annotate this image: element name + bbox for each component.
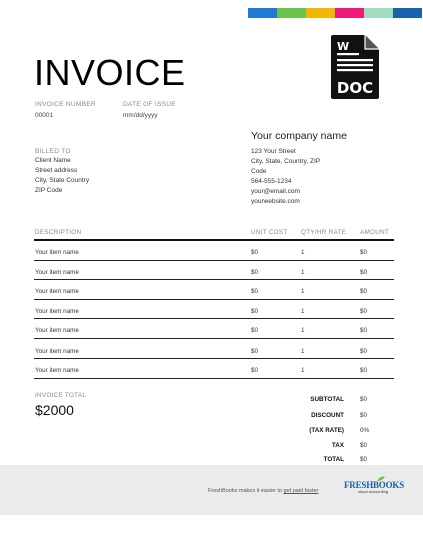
item-unit-cost: $0 — [251, 307, 259, 315]
item-amount: $0 — [360, 249, 368, 256]
freshbooks-logo-sub: cloud accounting — [358, 489, 389, 494]
color-swatch-green — [277, 8, 306, 18]
company-website: yourwebsite.com — [251, 198, 300, 205]
item-unit-cost: $0 — [251, 327, 259, 334]
subtotal-label: SUBTOTAL — [310, 396, 344, 403]
brand-color-bar — [248, 8, 422, 18]
item-amount: $0 — [360, 268, 368, 276]
item-description: Your item name — [35, 249, 79, 256]
item-unit-cost: $0 — [251, 249, 259, 256]
table-row[interactable] — [34, 319, 394, 339]
item-qty: 1 — [301, 327, 305, 334]
company-city: City, State, Country, ZIP — [251, 158, 321, 165]
leaf-icon — [376, 476, 386, 482]
total-value: $0 — [360, 456, 368, 463]
item-qty: 1 — [301, 249, 305, 256]
item-amount: $0 — [360, 367, 368, 374]
item-description: Your item name — [35, 347, 79, 355]
item-description: Your item name — [35, 327, 79, 334]
item-qty: 1 — [301, 367, 305, 374]
tax-value: $0 — [360, 442, 368, 449]
item-amount: $0 — [360, 288, 368, 295]
tax-rate-label: (TAX RATE) — [309, 427, 344, 434]
footer-text — [208, 488, 318, 494]
client-street: Street address — [35, 167, 78, 174]
footer-message: FreshBooks makes it easier to — [208, 488, 282, 494]
company-street: 123 Your Street — [251, 148, 296, 155]
tax-rate-value: 0% — [360, 427, 370, 434]
header-amount: AMOUNT — [360, 229, 390, 236]
company-code: Code — [251, 168, 267, 175]
invoice-total-amount: $2000 — [35, 402, 74, 418]
doc-icon-label: DOC — [336, 79, 374, 97]
color-swatch-pink — [335, 8, 364, 18]
color-swatch-yellow — [306, 8, 335, 18]
color-swatch-blue — [248, 8, 277, 18]
doc-icon-letter: W — [337, 40, 350, 53]
total-label: TOTAL — [323, 456, 344, 463]
table-row[interactable] — [34, 340, 394, 360]
invoice-number-value[interactable]: 00001 — [35, 112, 54, 119]
item-unit-cost: $0 — [251, 347, 259, 355]
table-row[interactable] — [34, 241, 394, 261]
invoice-number-label: INVOICE NUMBER — [35, 101, 96, 108]
item-description: Your item name — [35, 307, 79, 315]
table-row[interactable] — [34, 261, 394, 281]
color-swatch-mint — [364, 8, 393, 18]
item-qty: 1 — [301, 307, 305, 315]
table-row[interactable] — [34, 359, 394, 379]
company-name[interactable]: Your company name — [251, 130, 347, 142]
header-unit-cost: UNIT COST — [251, 229, 288, 236]
discount-label: DISCOUNT — [311, 412, 344, 419]
get-paid-faster-link[interactable]: get paid faster — [283, 488, 319, 494]
company-email: your@email.com — [251, 188, 300, 195]
client-name: Client Name — [35, 157, 71, 164]
item-unit-cost: $0 — [251, 367, 259, 374]
freshbooks-logo[interactable] — [344, 480, 405, 504]
item-qty: 1 — [301, 268, 305, 276]
date-of-issue-value[interactable]: mm/dd/yyyy — [123, 112, 158, 119]
item-unit-cost: $0 — [251, 268, 259, 276]
date-of-issue-label: DATE OF ISSUE — [123, 101, 176, 108]
client-city: City, State Country — [35, 177, 90, 184]
item-amount: $0 — [360, 327, 368, 334]
freshbooks-logo-word: FRESHBOOKS — [344, 480, 405, 490]
item-qty: 1 — [301, 288, 305, 295]
billed-to-label: BILLED TO — [35, 148, 71, 155]
item-description: Your item name — [35, 288, 79, 295]
item-amount: $0 — [360, 307, 368, 315]
item-qty: 1 — [301, 347, 305, 355]
color-swatch-darkblue — [393, 8, 422, 18]
tax-label: TAX — [331, 442, 344, 449]
item-unit-cost: $0 — [251, 288, 259, 295]
item-description: Your item name — [35, 268, 79, 276]
header-qty-rate: QTY/HR RATE — [301, 229, 347, 236]
invoice-title: INVOICE — [34, 52, 186, 93]
invoice-total-label: INVOICE TOTAL — [35, 392, 87, 399]
item-description: Your item name — [35, 367, 79, 374]
item-amount: $0 — [360, 347, 368, 355]
table-row[interactable] — [34, 300, 394, 320]
header-description: DESCRIPTION — [35, 229, 82, 236]
client-zip: ZIP Code — [35, 187, 63, 194]
items-table-header — [34, 229, 394, 239]
discount-value: $0 — [360, 412, 368, 419]
table-row[interactable] — [34, 280, 394, 300]
doc-file-icon[interactable] — [329, 33, 382, 101]
subtotal-value: $0 — [360, 396, 368, 403]
company-phone: 564-555-1234 — [251, 178, 292, 185]
